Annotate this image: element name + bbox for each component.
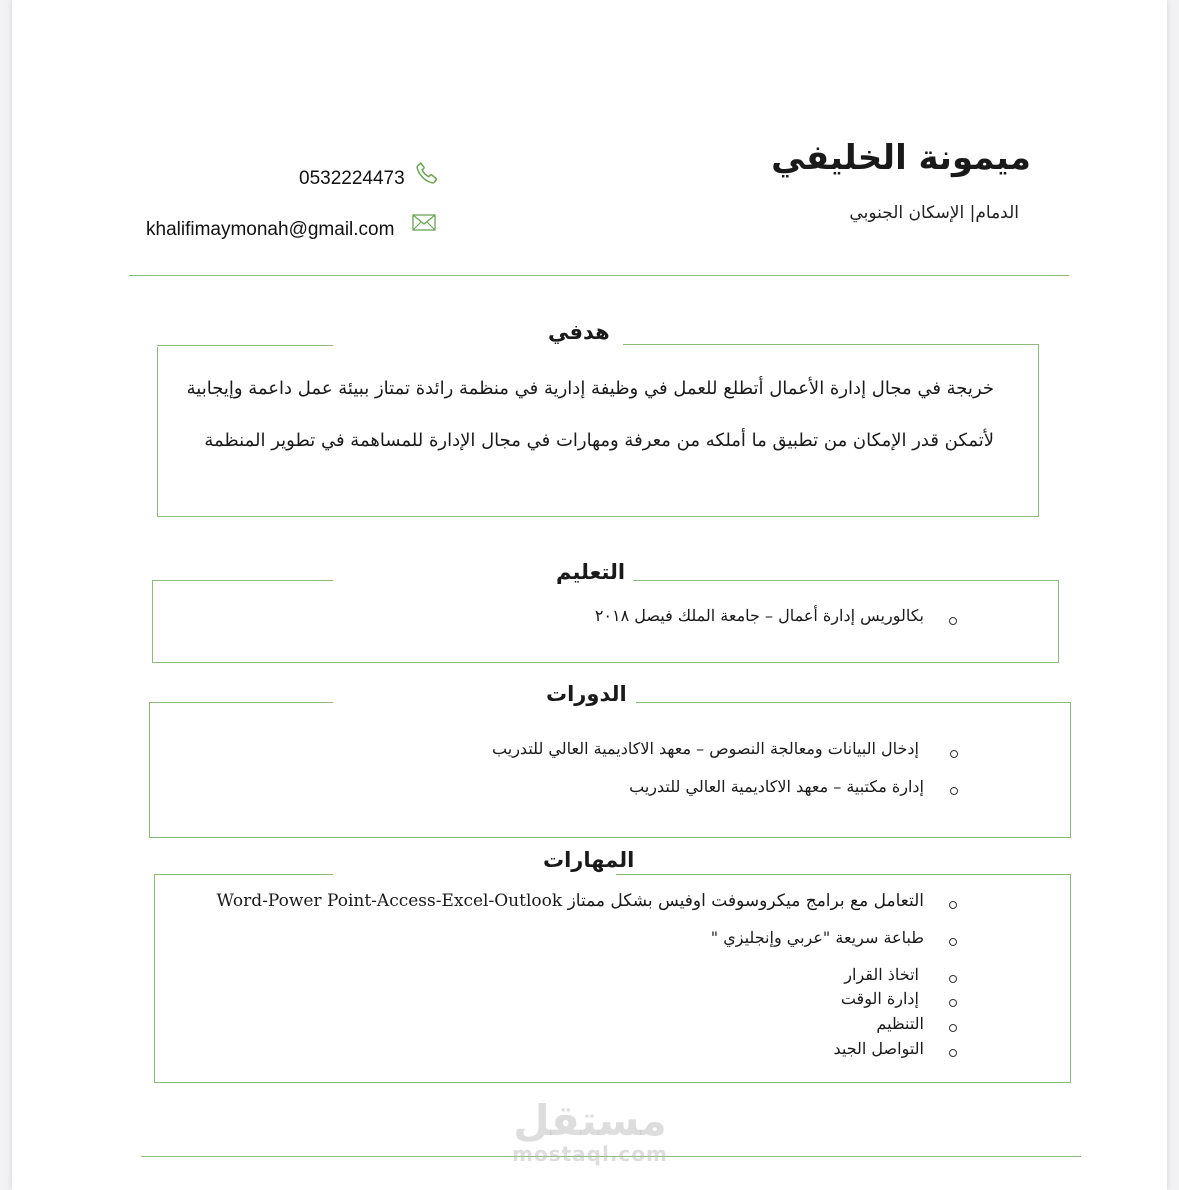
course-item: إدارة مكتبية – معهد الاكاديمية العالي للتدريب bbox=[629, 777, 924, 796]
education-title: التعليم bbox=[548, 560, 633, 584]
candidate-location: الدمام| الإسكان الجنوبي bbox=[849, 203, 1019, 223]
education-item: بكالوريس إدارة أعمال – جامعة الملك فيصل ٢٠١٨ bbox=[594, 606, 924, 625]
bullet bbox=[950, 750, 958, 758]
phone-number: 0532224473 bbox=[299, 168, 405, 189]
skill-item: طباعة سريعة "عربي وإنجليزي " bbox=[710, 928, 924, 947]
phone-icon bbox=[413, 159, 441, 187]
skill-item: إدارة الوقت bbox=[840, 989, 919, 1008]
bullet bbox=[950, 787, 958, 795]
email-address: khalifimaymonah@gmail.com bbox=[146, 219, 395, 240]
skill-item: التنظيم bbox=[876, 1014, 924, 1033]
envelope-icon bbox=[412, 213, 437, 233]
bullet bbox=[949, 999, 957, 1007]
bullet bbox=[949, 938, 957, 946]
objective-line-1: خريجة في مجال إدارة الأعمال أتطلع للعمل في وظيفة إدارية في منظمة رائدة تمتاز ببيئة عمل داعمة وإيجابية bbox=[186, 378, 994, 399]
watermark-latin: mostaql.com bbox=[512, 1142, 668, 1166]
bullet bbox=[949, 617, 957, 625]
watermark-arabic: مستقل bbox=[513, 1096, 667, 1145]
objective-title: هدفي bbox=[540, 320, 618, 344]
candidate-name: ميمونة الخليفي bbox=[771, 138, 1031, 178]
skill-item: التعامل مع برامج ميكروسوفت اوفيس بشكل ممتاز Word-Power Point-Access-Excel-Outlook bbox=[216, 891, 924, 911]
course-item: إدخال البيانات ومعالجة النصوص – معهد الاكاديمية العالي للتدريب bbox=[492, 739, 919, 758]
skills-title: المهارات bbox=[535, 848, 642, 872]
header-divider bbox=[129, 275, 1069, 276]
bullet bbox=[949, 975, 957, 983]
bullet bbox=[949, 901, 957, 909]
bullet bbox=[949, 1024, 957, 1032]
skill-item: اتخاذ القرار bbox=[844, 965, 919, 984]
courses-box bbox=[149, 702, 1071, 838]
bullet bbox=[949, 1049, 957, 1057]
objective-line-2: لأتمكن قدر الإمكان من تطبيق ما أملكه من معرفة ومهارات في مجال الإدارة للمساهمة في تطوير المنظمة bbox=[204, 430, 994, 451]
mostaql-watermark bbox=[505, 1098, 675, 1164]
skill-item: التواصل الجيد bbox=[833, 1039, 924, 1058]
courses-title: الدورات bbox=[538, 682, 635, 706]
